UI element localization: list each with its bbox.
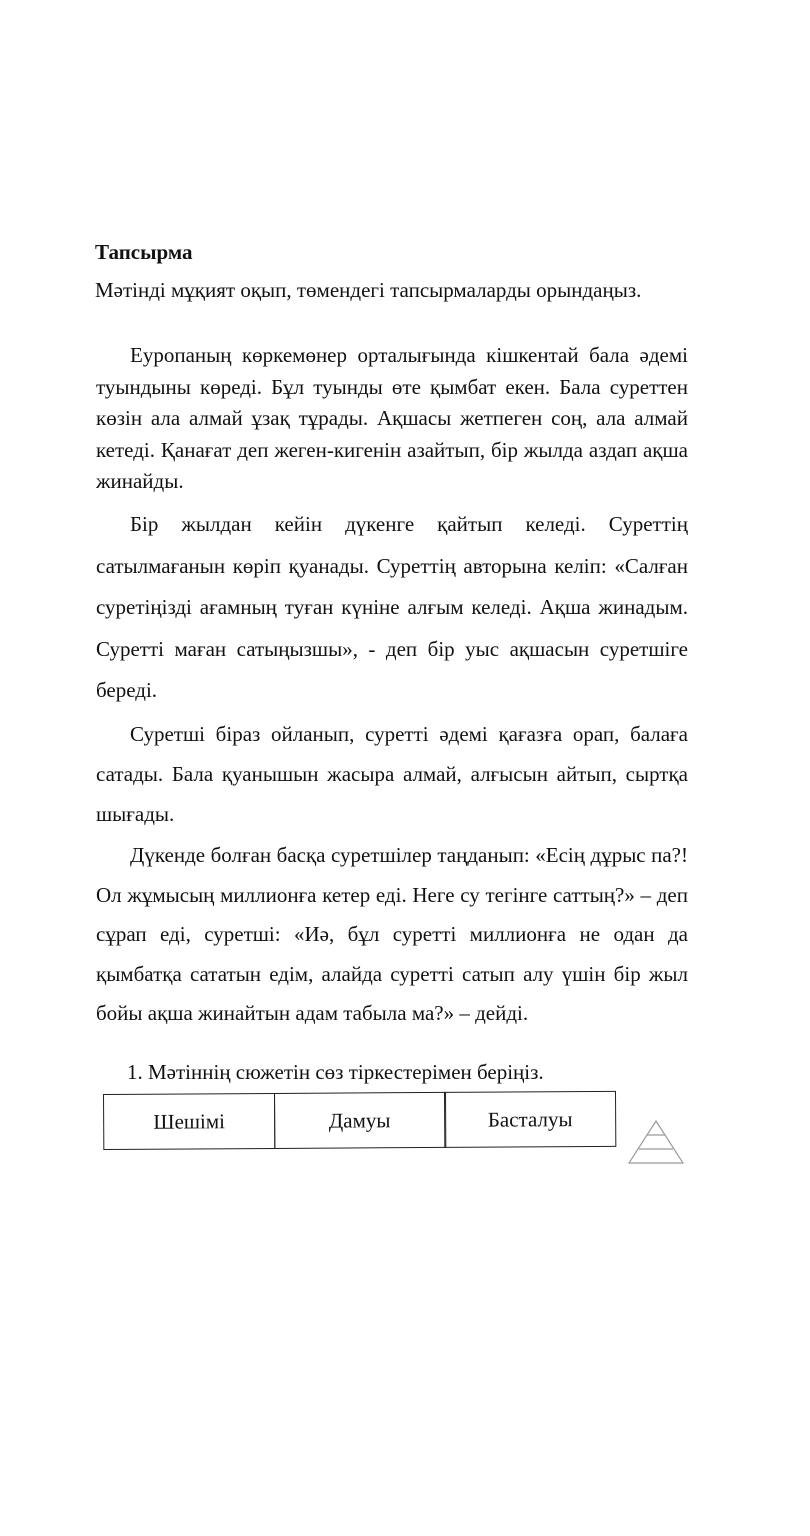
story-text [96,340,688,1034]
task-instruction: Мәтінді мұқият оқып, төмендегі тапсырмаларды орындаңыз. [95,278,642,302]
cell-beginning: Басталуы [444,1091,616,1148]
story-paragraph-4: Дүкенде болған басқа суретшілер таңданып: «Есің дұрыс па?! Ол жұмысың миллионға кетер еді. Неге су тегінге саттың?» – деп сұрап еді, суретші: «Иә, бұл суретті миллионға не одан да қымбатқа сататын едім, алайда суретті сатып алу үшін бір жыл бойы ақша жинайтын адам табыла ма?» – дейді. [96,842,688,1026]
cell-resolution: Шешімі [103,1093,275,1150]
story-paragraph-3: Суретші біраз ойланып, суретті әдемі қағазға орап, балаға сатады. Бала қуанышын жасыра алмай, алғысын айтып, сыртқа шығады. [96,721,688,826]
story-paragraph-1: Еуропаның көркемөнер орталығында кішкентай бала әдемі туындыны көреді. Бұл туынды өте қымбат екен. Бала суреттен көзін ала алмай ұзақ тұрады. Ақшасы жетпеген соң, ала алмай кетеді. Қанағат деп жеген-кигенін азайтып, бір жылда аздап ақша жинайды. [96,343,688,494]
task-heading: Тапсырма [95,240,193,264]
story-paragraph-2: Бір жылдан кейін дүкенге қайтып келеді. Суреттің сатылмағанын көріп қуанады. Суреттің авторына келіп: «Салған суретіңізді ағамның туған күніне алғым келеді. Ақша жинадым. Суретті маған сатыңызшы», - деп бір уыс ақшасын суретшіге береді. [96,511,688,703]
question-1-text: 1. Мәтіннің сюжетін сөз тіркестерімен беріңіз. [127,1060,544,1084]
cell-development: Дамуы [273,1092,445,1149]
pyramid-icon [626,1118,686,1166]
plot-structure-table [103,1091,616,1150]
